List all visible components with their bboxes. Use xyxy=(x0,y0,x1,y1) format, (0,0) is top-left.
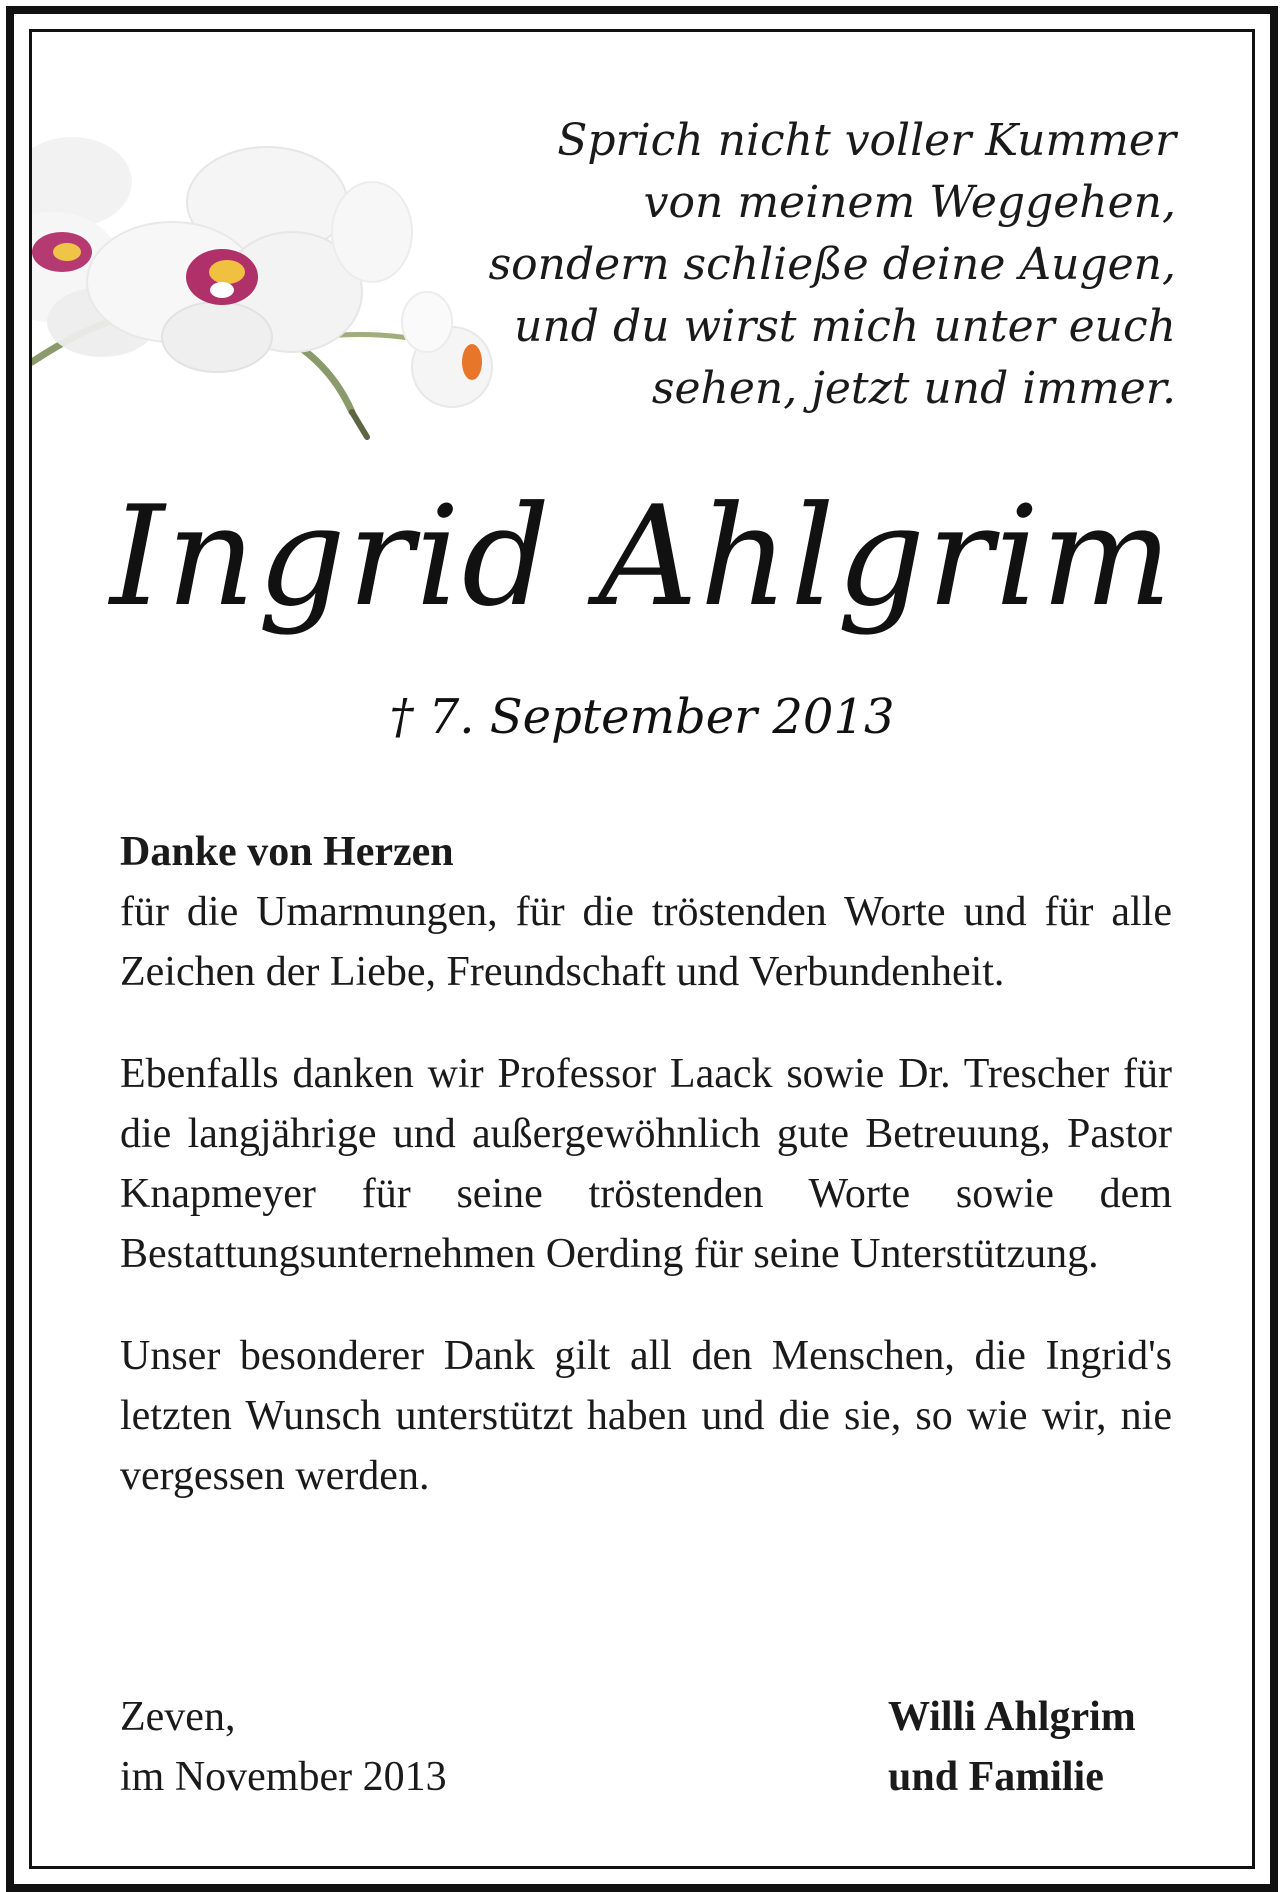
poem-line: Sprich nicht voller Kummer xyxy=(557,115,1176,166)
outer-border xyxy=(6,6,1278,1892)
closing-date: im November 2013 xyxy=(120,1754,447,1800)
poem-line: sondern schließe deine Augen, xyxy=(488,239,1176,290)
message-paragraph-1 xyxy=(120,822,1172,1002)
message-paragraph-3: Unser besonderer Dank gilt all den Menschen, die Ingrid's letzten Wunsch unterstützt haben und die sie, so wie wir, nie vergessen werden. xyxy=(120,1333,1172,1499)
poem-line: von meinem Weggehen, xyxy=(643,177,1176,228)
place: Zeven, xyxy=(120,1694,236,1740)
message-heading: Danke von Herzen xyxy=(120,829,454,875)
poem-line: sehen, jetzt und immer. xyxy=(651,363,1176,414)
signature xyxy=(888,1687,1136,1807)
message-paragraph-2: Ebenfalls danken wir Professor Laack sowie Dr. Trescher für die langjährige und außergewöhnlich gute Betreuung, Pastor Knapmeyer für seine tröstenden Worte sowie dem Bestattungsunternehmen Oerding für seine Unterstützung. xyxy=(120,1051,1172,1277)
thank-you-message xyxy=(120,822,1172,1548)
inner-border xyxy=(29,29,1255,1869)
poem-line: und du wirst mich unter euch xyxy=(514,301,1176,352)
signature-line-1: Willi Ahlgrim xyxy=(888,1694,1136,1740)
message-text-1: für die Umarmungen, für die tröstenden Worte und für alle Zeichen der Liebe, Freundschaft und Verbundenheit. xyxy=(120,889,1172,995)
signature-line-2: und Familie xyxy=(888,1754,1104,1800)
place-and-date xyxy=(120,1687,447,1807)
memorial-poem xyxy=(416,110,1176,420)
deceased-name: Ingrid Ahlgrim xyxy=(109,476,1174,637)
death-date: † 7. September 2013 xyxy=(389,689,895,745)
